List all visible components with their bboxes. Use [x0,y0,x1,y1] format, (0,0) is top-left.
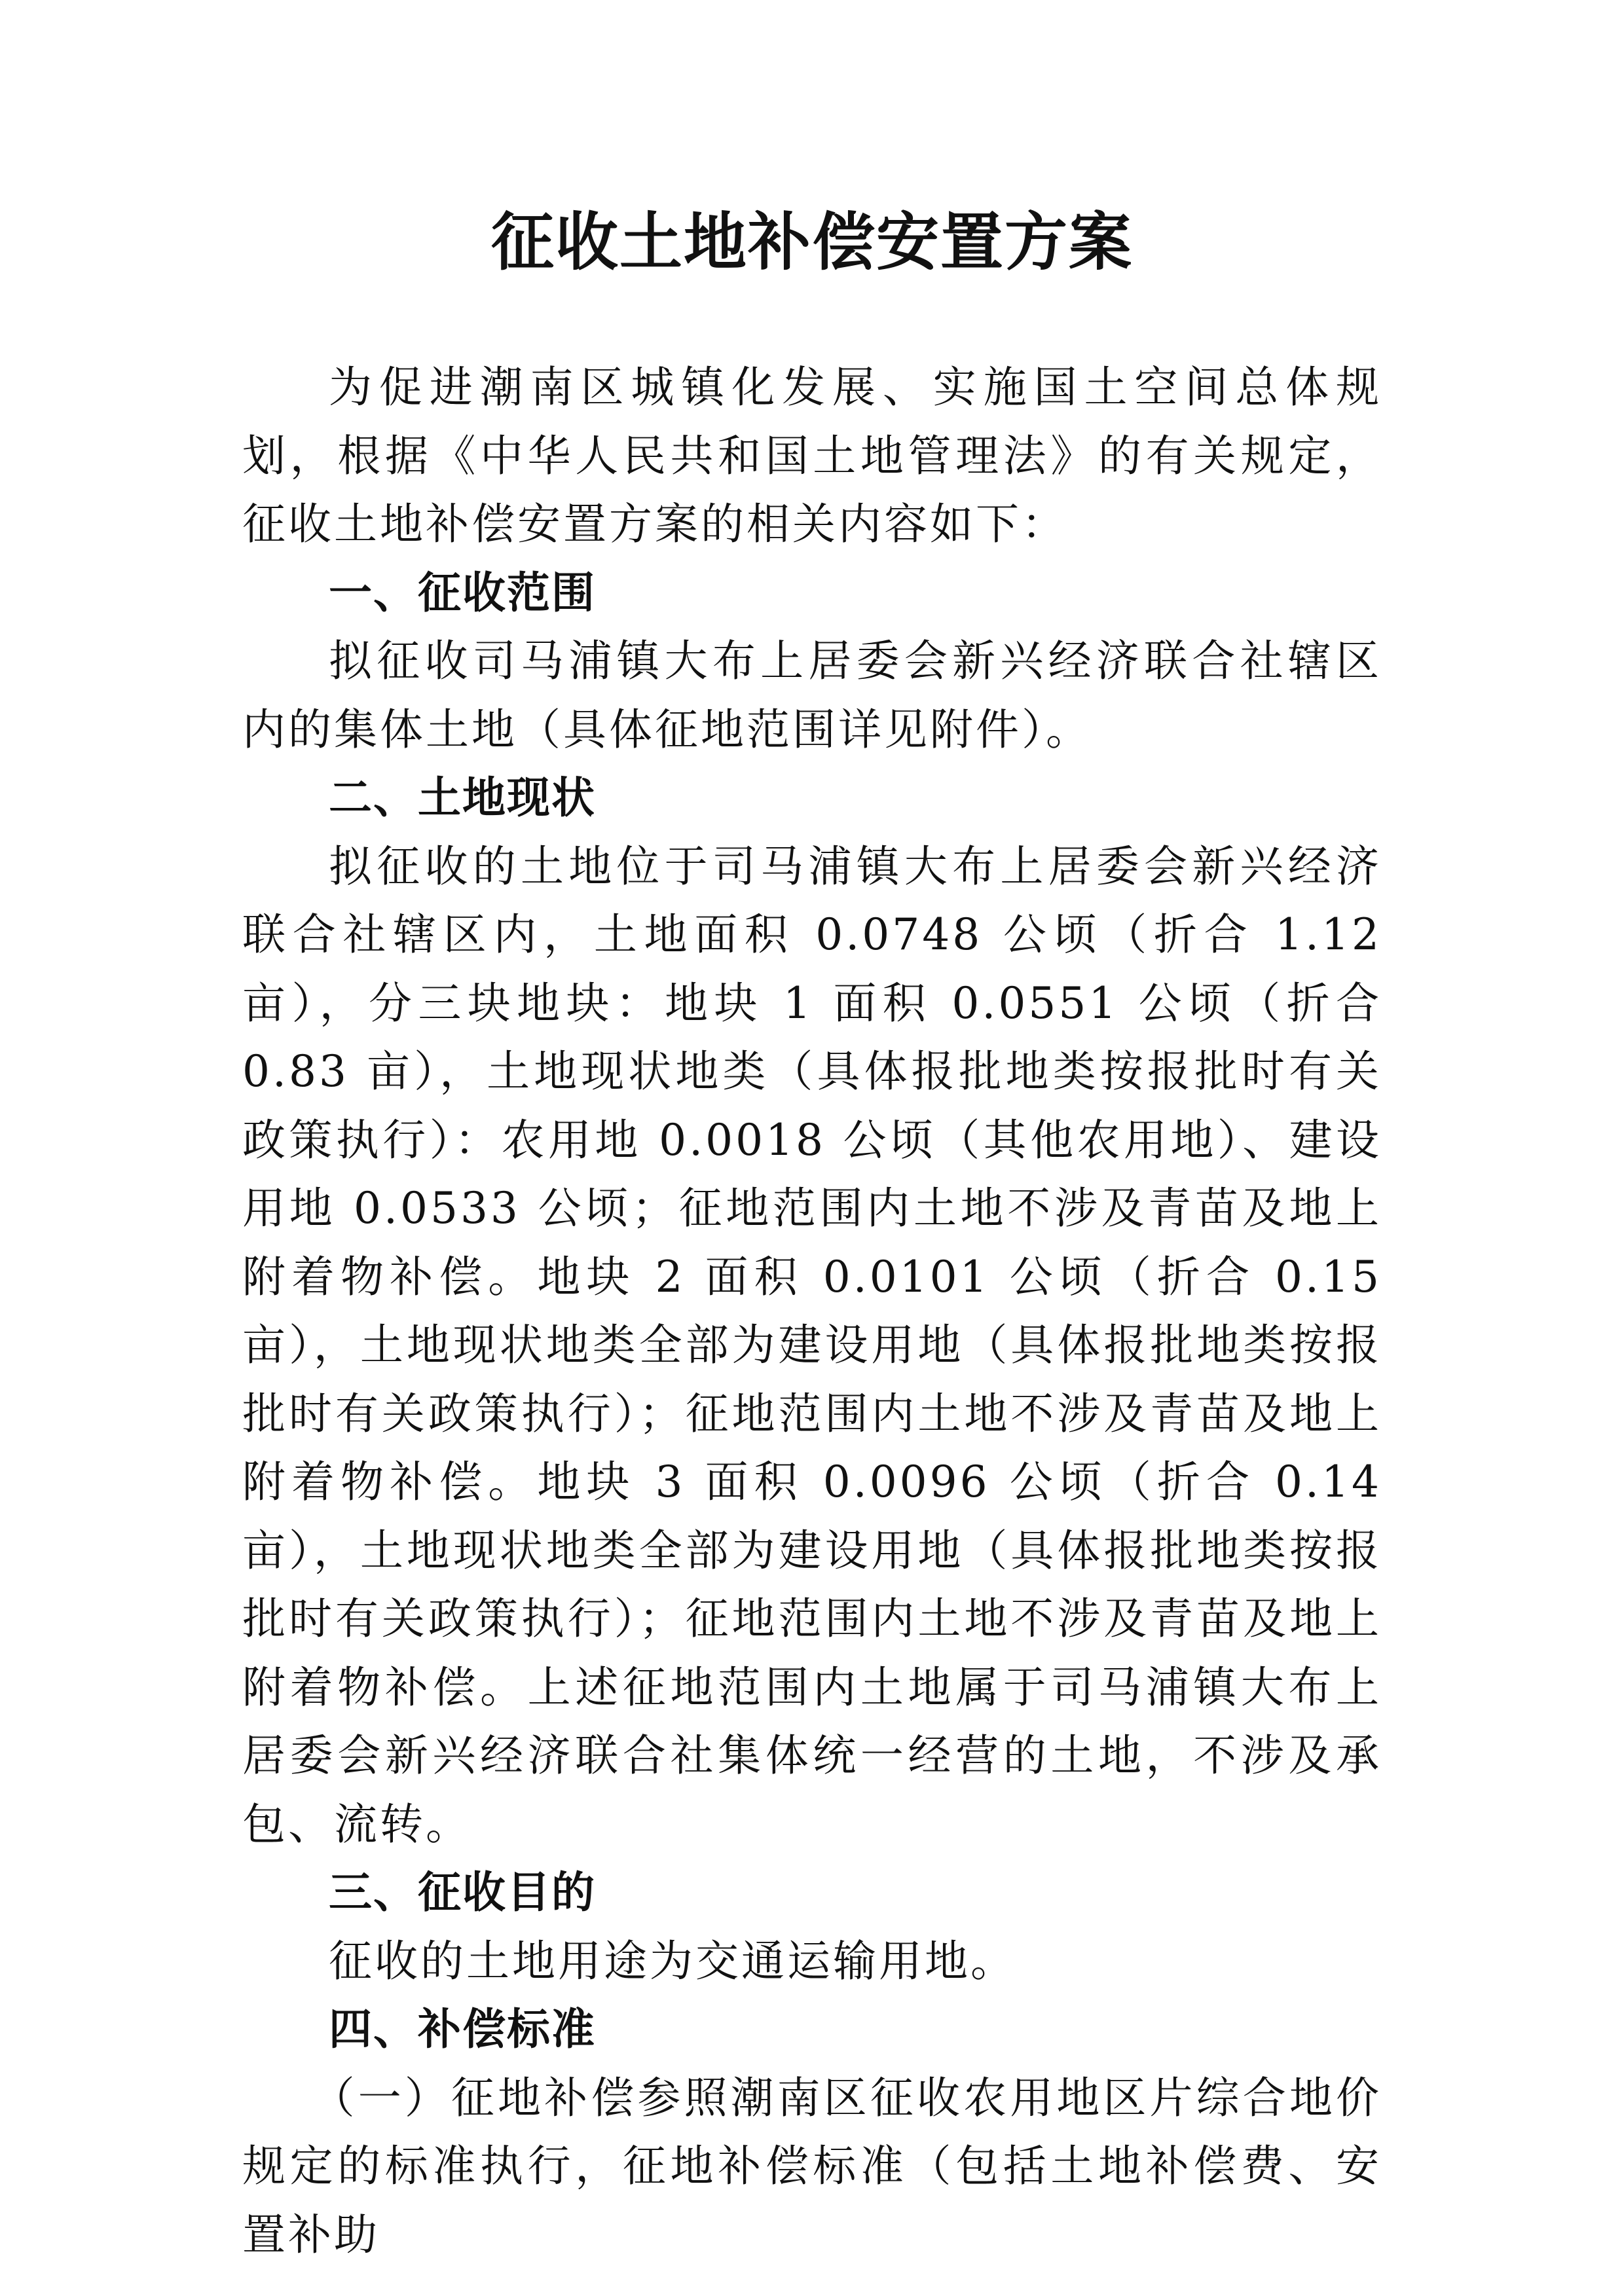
section-heading-land-status: 二、土地现状 [329,773,596,823]
section-body-scope: 拟征收司马浦镇大布上居委会新兴经济联合社辖区内的集体土地（具体征地范围详见附件）。 [242,636,1382,755]
section-heading-scope: 一、征收范围 [329,567,596,618]
section-body-land-status: 拟征收的土地位于司马浦镇大布上居委会新兴经济联合社辖区内，土地面积 0.0748 公顷（折合 1.12 亩），分三块地块：地块 1 面积 0.0551 公顷（折合 0.83 亩），土地现状地类（具体报批地类按报批时有关政策执行）：农用地 0.0018 公顷（其他农用地）、建设用地 0.0533 公顷；征地范围内土地不涉及青苗及地上附着物补偿。地块 2 面积 0.0101 公顷（折合 0.15 亩），土地现状地类全部为建设用地（具体报批地类按报批时有关政策执行）；征地范围内土地不涉及青苗及地上附着物补偿。地块 3 面积 0.0096 公顷（折合 0.14 亩），土地现状地类全部为建设用地（具体报批地类按报批时有关政策执行）；征地范围内土地不涉及青苗及地上附着物补偿。上述征地范围内土地属于司马浦镇大布上居委会新兴经济联合社集体统一经营的土地，不涉及承包、流转。 [242,841,1382,1850]
intro-paragraph: 为促进潮南区城镇化发展、实施国土空间总体规划，根据《中华人民共和国土地管理法》的有关规定，征收土地补偿安置方案的相关内容如下： [242,362,1382,549]
section-heading-purpose: 三、征收目的 [329,1867,596,1918]
section-heading-standard: 四、补偿标准 [329,2004,596,2054]
section-body-purpose: 征收的土地用途为交通运输用地。 [329,1935,1016,1986]
section-body-standard: （一）征地补偿参照潮南区征收农用地区片综合地价规定的标准执行，征地补偿标准（包括土地补偿费、安置补助 [242,2072,1382,2260]
document-body [242,354,1382,2269]
document-title: 征收土地补偿安置方案 [491,206,1133,279]
